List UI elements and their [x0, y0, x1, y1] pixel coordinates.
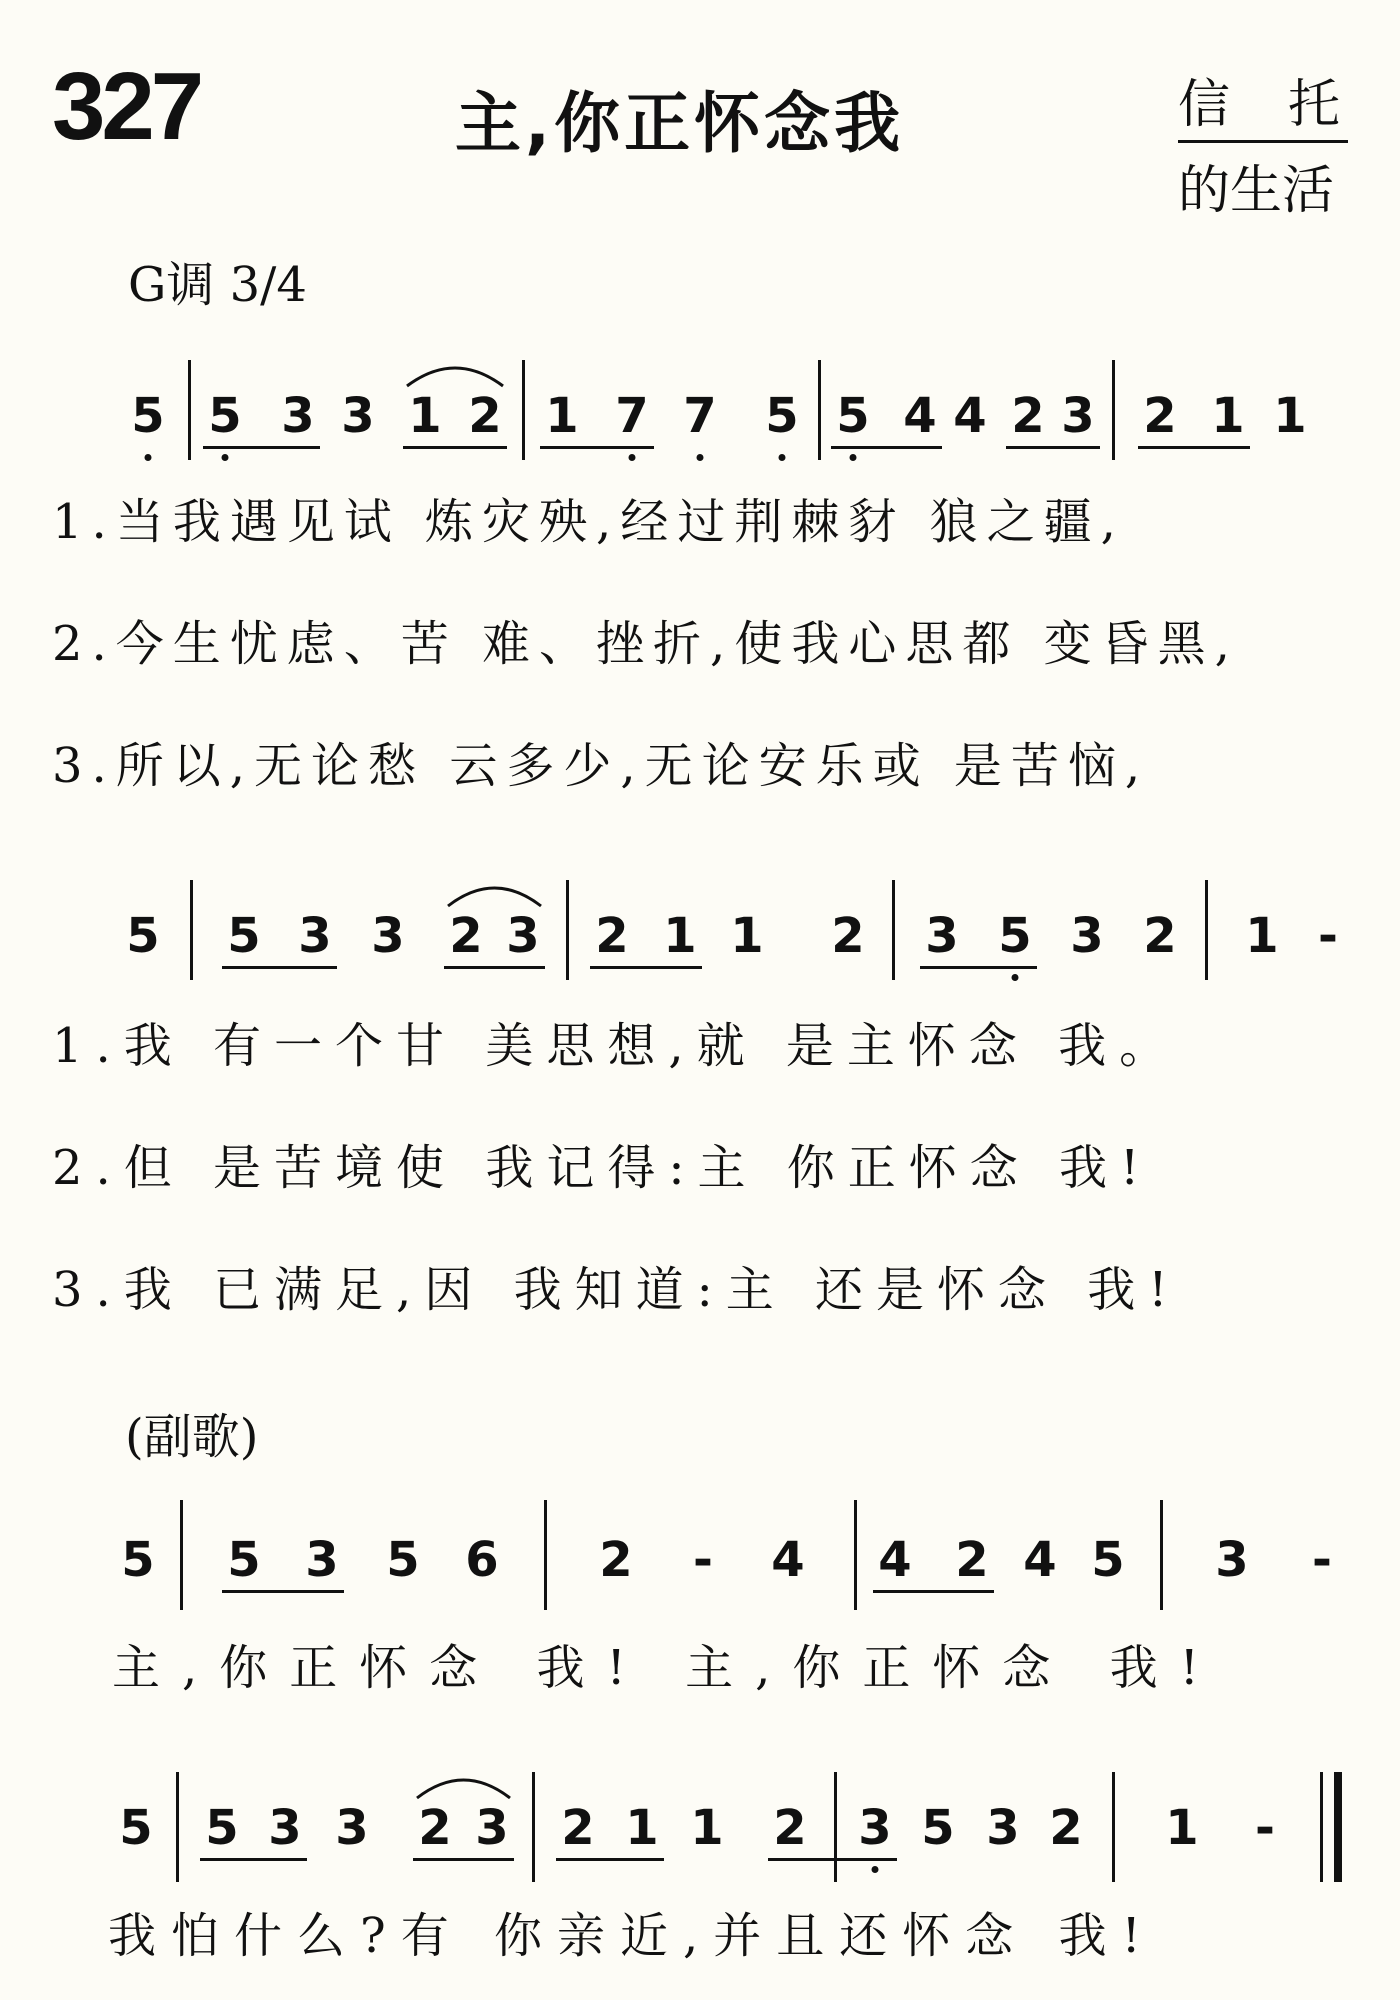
note: 5: [227, 908, 261, 964]
final-bar-thick: [1334, 1772, 1342, 1882]
note: 1: [1245, 908, 1279, 964]
lyric-line: 1.当我遇见试 炼灾殃,经过荆棘豺 狼之疆,: [52, 494, 1125, 550]
final-bar-thin: [1320, 1772, 1323, 1882]
chorus-label: (副歌): [125, 1409, 259, 1465]
lyric-line: 主,你正怀念 我! 主,你正怀念 我!: [112, 1640, 1221, 1696]
hymn-title: 主,你正怀念我: [455, 85, 905, 162]
note: 2: [831, 908, 865, 964]
note: 3: [341, 388, 375, 444]
slur: [446, 878, 543, 908]
bar-line: [522, 360, 525, 460]
eighth-underline: [222, 966, 337, 969]
note: 5: [119, 1800, 153, 1856]
lyric-line: 3.我 已满足,因 我知道:主 还是怀念 我!: [52, 1262, 1181, 1318]
bar-line: [1112, 360, 1115, 460]
octave-dot: [1012, 974, 1019, 981]
eighth-underline: [444, 966, 545, 969]
bar-line: [532, 1772, 535, 1882]
note: 3: [506, 908, 540, 964]
note: 5: [386, 1532, 420, 1588]
note: 1: [690, 1800, 724, 1856]
note: 2: [773, 1800, 807, 1856]
octave-dot: [779, 454, 786, 461]
octave-dot: [850, 454, 857, 461]
note: 2: [418, 1800, 452, 1856]
eighth-underline: [1006, 446, 1100, 449]
note: 2: [1143, 908, 1177, 964]
octave-dot: [222, 454, 229, 461]
note: 1: [1165, 1800, 1199, 1856]
bar-line: [190, 880, 193, 980]
note: 3: [335, 1800, 369, 1856]
bar-line: [544, 1500, 547, 1610]
note: 3: [298, 908, 332, 964]
note: 3: [475, 1800, 509, 1856]
note: 7: [615, 388, 649, 444]
note: 3: [268, 1800, 302, 1856]
category-line-1: 信托: [1178, 75, 1399, 135]
note: 5: [205, 1800, 239, 1856]
bar-line: [176, 1772, 179, 1882]
note: 6: [465, 1532, 499, 1588]
lyric-line: 我怕什么?有 你亲近,并且还怀念 我!: [108, 1908, 1156, 1964]
dash-note: -: [1312, 1532, 1332, 1588]
eighth-underline: [590, 966, 702, 969]
note: 5: [227, 1532, 261, 1588]
category-rule: [1178, 140, 1348, 143]
note: 5: [121, 1532, 155, 1588]
note: 7: [683, 388, 717, 444]
bar-line: [834, 1772, 837, 1882]
note: 2: [449, 908, 483, 964]
note: 5: [208, 388, 242, 444]
note: 3: [281, 388, 315, 444]
slur: [415, 1770, 512, 1800]
eighth-underline: [203, 446, 320, 449]
note: 4: [878, 1532, 912, 1588]
dash-note: -: [693, 1532, 713, 1588]
note: 3: [858, 1800, 892, 1856]
note: 5: [765, 388, 799, 444]
lyric-line: 3.所以,无论愁 云多少,无论安乐或 是苦恼,: [52, 738, 1150, 794]
note: 1: [1211, 388, 1245, 444]
bar-line: [818, 360, 821, 460]
note: 4: [1023, 1532, 1057, 1588]
note: 3: [1070, 908, 1104, 964]
eighth-underline: [1138, 446, 1250, 449]
octave-dot: [145, 454, 152, 461]
eighth-underline: [540, 446, 654, 449]
dash-note: -: [1255, 1800, 1275, 1856]
bar-line: [892, 880, 895, 980]
note: 2: [595, 908, 629, 964]
note: 3: [305, 1532, 339, 1588]
slur: [405, 358, 505, 388]
lyric-line: 2.但 是苦境使 我记得:主 你正怀念 我!: [52, 1140, 1153, 1196]
hymn-number: 327: [52, 53, 201, 160]
bar-line: [1160, 1500, 1163, 1610]
bar-line: [180, 1500, 183, 1610]
octave-dot: [629, 454, 636, 461]
bar-line: [1205, 880, 1208, 980]
note: 2: [561, 1800, 595, 1856]
note: 3: [925, 908, 959, 964]
note: 1: [1273, 388, 1307, 444]
bar-line: [566, 880, 569, 980]
note: 2: [955, 1532, 989, 1588]
eighth-underline: [556, 1858, 664, 1861]
note: 4: [953, 388, 987, 444]
eighth-underline: [873, 1590, 994, 1593]
note: 2: [1049, 1800, 1083, 1856]
eighth-underline: [768, 1858, 897, 1861]
note: 2: [1011, 388, 1045, 444]
eighth-underline: [222, 1590, 344, 1593]
bar-line: [188, 360, 191, 460]
lyric-line: 2.今生忧虑、苦 难、挫折,使我心思都 变昏黑,: [52, 616, 1239, 672]
note: 1: [545, 388, 579, 444]
octave-dot: [697, 454, 704, 461]
note: 1: [730, 908, 764, 964]
note: 3: [1061, 388, 1095, 444]
note: 5: [836, 388, 870, 444]
eighth-underline: [200, 1858, 307, 1861]
bar-line: [854, 1500, 857, 1610]
eighth-underline: [413, 1858, 514, 1861]
note: 1: [408, 388, 442, 444]
note: 3: [371, 908, 405, 964]
category-line-2: 的生活: [1178, 161, 1335, 221]
key-time-signature: G调 3/4: [128, 257, 307, 313]
note: 4: [771, 1532, 805, 1588]
bar-line: [1112, 1772, 1115, 1882]
note: 3: [1215, 1532, 1249, 1588]
note: 4: [903, 388, 937, 444]
eighth-underline: [920, 966, 1037, 969]
dash-note: -: [1318, 908, 1338, 964]
note: 5: [921, 1800, 955, 1856]
note: 2: [468, 388, 502, 444]
note: 2: [599, 1532, 633, 1588]
lyric-line: 1.我 有一个甘 美思想,就 是主怀念 我。: [52, 1018, 1181, 1074]
note: 2: [1143, 388, 1177, 444]
note: 5: [126, 908, 160, 964]
note: 5: [998, 908, 1032, 964]
note: 5: [1091, 1532, 1125, 1588]
note: 3: [986, 1800, 1020, 1856]
note: 1: [663, 908, 697, 964]
eighth-underline: [831, 446, 942, 449]
eighth-underline: [403, 446, 507, 449]
note: 1: [625, 1800, 659, 1856]
octave-dot: [872, 1866, 879, 1873]
note: 5: [131, 388, 165, 444]
